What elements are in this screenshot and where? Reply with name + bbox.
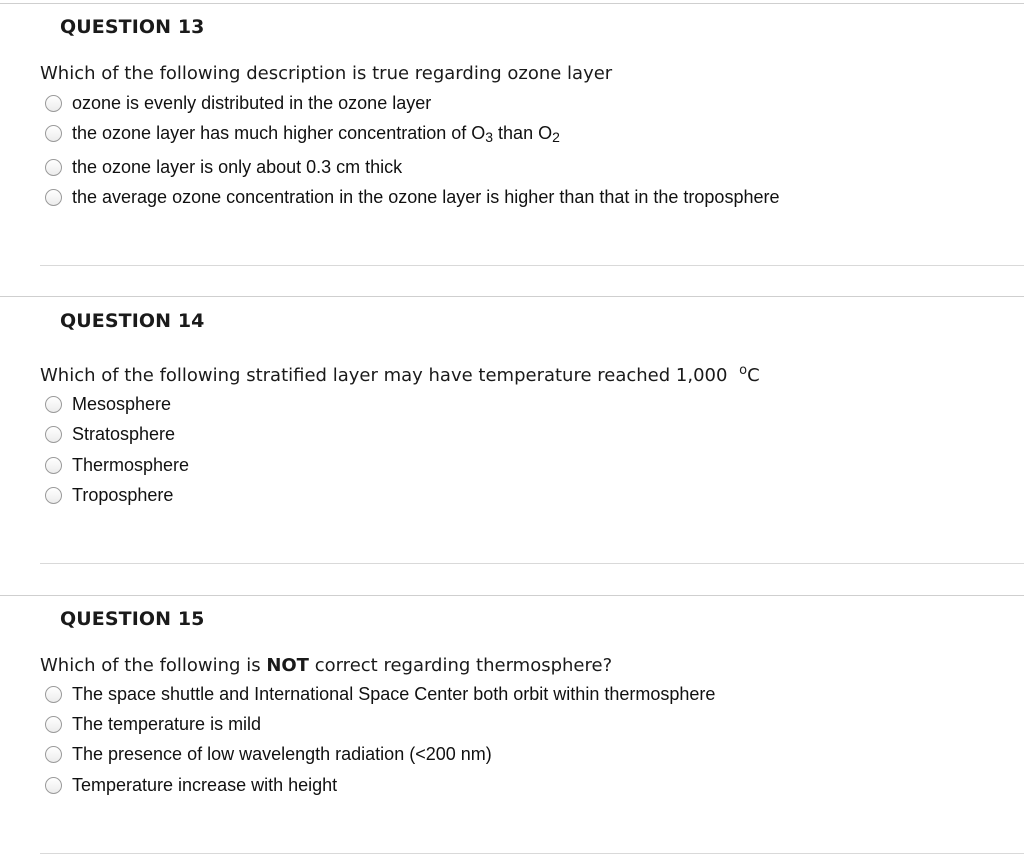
radio-button[interactable] (45, 457, 62, 474)
question-14-bottom-divider (40, 563, 1024, 564)
radio-button[interactable] (45, 189, 62, 206)
radio-button[interactable] (45, 487, 62, 504)
radio-button[interactable] (45, 159, 62, 176)
q14-option-2[interactable] (45, 422, 175, 446)
q15-option-2[interactable] (45, 712, 261, 736)
radio-button[interactable] (45, 777, 62, 794)
radio-button[interactable] (45, 125, 62, 142)
q13-option-3[interactable] (45, 155, 402, 179)
q13-option-4[interactable] (45, 185, 779, 209)
question-15-bottom-divider (40, 853, 1024, 854)
q14-option-4[interactable] (45, 483, 173, 507)
question-14-title: QUESTION 14 (60, 310, 205, 332)
question-14-prompt: Which of the following stratified layer may have temperature reached 1,000 $^o$C (40, 363, 760, 386)
option-label: Thermosphere (72, 454, 190, 475)
q13-option-1[interactable] (45, 91, 431, 115)
radio-button[interactable] (45, 686, 62, 703)
option-label: The temperature is mild (72, 713, 262, 734)
q14-option-3[interactable] (45, 453, 189, 477)
option-label: ozone is evenly distributed in the ozone layer (72, 92, 432, 113)
option-label: The space shuttle and International Space Center both orbit within thermosphere (72, 683, 716, 704)
option-label: Troposphere (72, 484, 174, 505)
question-15-title: QUESTION 15 (60, 608, 205, 630)
question-13-bottom-divider (40, 265, 1024, 266)
q15-option-1[interactable] (45, 682, 715, 706)
option-label: the ozone layer has much higher concentration of $O_3$ than $O_2$ (72, 122, 560, 145)
radio-button[interactable] (45, 426, 62, 443)
question-14-top-divider (0, 296, 1024, 297)
radio-button[interactable] (45, 396, 62, 413)
q15-option-3[interactable] (45, 742, 492, 766)
q14-option-1[interactable] (45, 392, 171, 416)
radio-button[interactable] (45, 716, 62, 733)
option-label: the average ozone concentration in the ozone layer is higher than that in the troposphere (72, 186, 780, 207)
top-divider (0, 3, 1024, 4)
option-label: the ozone layer is only about 0.3 cm thick (72, 156, 403, 177)
radio-button[interactable] (45, 95, 62, 112)
question-15-top-divider (0, 595, 1024, 596)
question-13-prompt: Which of the following description is true regarding ozone layer (40, 63, 613, 84)
question-13-title: QUESTION 13 (60, 16, 205, 38)
question-15-prompt: Which of the following is NOT correct regarding thermosphere? (40, 655, 613, 676)
option-label: Stratosphere (72, 423, 176, 444)
option-label: The presence of low wavelength radiation (<200 nm) (72, 743, 492, 764)
q13-option-2[interactable] (45, 121, 560, 145)
option-label: Mesosphere (72, 393, 172, 414)
radio-button[interactable] (45, 746, 62, 763)
option-label: Temperature increase with height (72, 774, 338, 795)
q15-option-4[interactable] (45, 773, 337, 797)
